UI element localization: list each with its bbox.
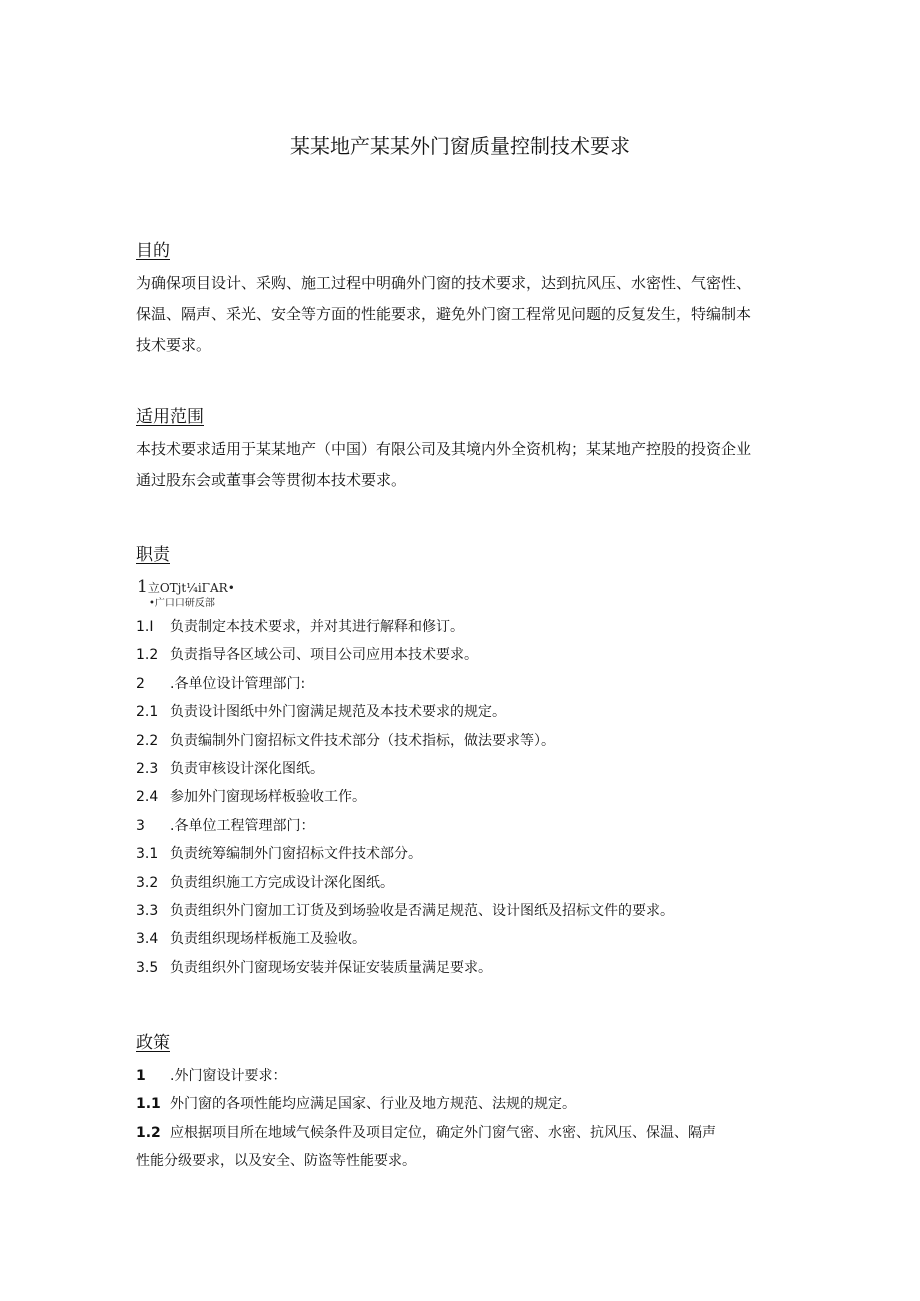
garbled-line: •广口口研反部 (149, 598, 215, 609)
item-text: 负责编制外门窗招标文件技术部分（技术指标，做法要求等）。 (170, 732, 555, 749)
item-text: 负责统筹编制外门窗招标文件技术部分。 (170, 846, 422, 863)
garbled-text-block (137, 577, 235, 611)
item-number: 1.2 (136, 647, 159, 664)
scope-line: 本技术要求适用于某某地产（中国）有限公司及其境内外全资机构；某某地产控股的投资企业 (136, 440, 752, 458)
item-number: 3 (136, 817, 145, 834)
scope-paragraph (136, 434, 786, 496)
list-item (136, 954, 816, 982)
list-item (136, 641, 816, 669)
list-item (136, 925, 816, 953)
item-number: 1.1 (136, 1096, 161, 1113)
item-number: 2.2 (136, 732, 159, 749)
purpose-paragraph (136, 268, 786, 361)
list-item (136, 840, 816, 868)
item-number: 2 (136, 675, 145, 692)
garbled-text: 立OTjt¼iΓAR• (147, 581, 235, 595)
heading-purpose: 目的 (136, 241, 170, 261)
list-item (136, 897, 816, 925)
item-number: 3.1 (136, 846, 159, 863)
list-item (136, 1062, 781, 1090)
heading-scope: 适用范围 (136, 407, 204, 427)
duties-list (136, 613, 816, 982)
policy-list (136, 1062, 781, 1176)
heading-policy: 政策 (136, 1033, 170, 1053)
list-item-continuation: 性能分级要求，以及安全、防盗等性能要求。 (136, 1153, 416, 1170)
item-text: 负责组织外门窗现场安装并保证安装质量满足要求。 (170, 959, 492, 976)
document-title: 某某地产某某外门窗质量控制技术要求 (290, 134, 630, 158)
garbled-number: 1 (137, 577, 148, 597)
list-item (136, 869, 816, 897)
item-number: 3.4 (136, 931, 159, 948)
item-text: 负责组织现场样板施工及验收。 (170, 931, 366, 948)
item-text: 应根据项目所在地域气候条件及项目定位，确定外门窗气密、水密、抗风压、保温、隔声 (170, 1124, 716, 1141)
item-text: .各单位工程管理部门： (170, 817, 315, 834)
item-number: 2.4 (136, 789, 159, 806)
item-number: 2.3 (136, 761, 159, 778)
list-item (136, 755, 816, 783)
item-text: 参加外门窗现场样板验收工作。 (170, 789, 366, 806)
item-text: 外门窗的各项性能均应满足国家、行业及地方规范、法规的规定。 (170, 1096, 576, 1113)
item-text: 负责指导各区域公司、项目公司应用本技术要求。 (170, 647, 478, 664)
purpose-line: 保温、隔声、采光、安全等方面的性能要求，避免外门窗工程常见问题的反复发生，特编制本 (136, 305, 752, 323)
list-item (136, 670, 816, 698)
list-item (136, 1119, 781, 1147)
list-item (136, 727, 816, 755)
item-text: 负责审核设计深化图纸。 (170, 761, 324, 778)
item-text: .外门窗设计要求： (170, 1068, 287, 1084)
purpose-line: 技术要求。 (136, 336, 212, 354)
list-item (136, 698, 816, 726)
item-text: .各单位设计管理部门: (170, 675, 306, 692)
item-number: 1.I (136, 619, 154, 635)
list-item (136, 613, 816, 641)
list-item (136, 1090, 781, 1118)
item-number: 2.1 (136, 704, 159, 721)
item-number: 3.2 (136, 874, 159, 891)
item-number: 3.5 (136, 959, 159, 976)
heading-duties: 职责 (136, 545, 170, 565)
purpose-line: 为确保项目设计、采购、施工过程中明确外门窗的技术要求，达到抗风压、水密性、气密性、 (136, 274, 752, 292)
garbled-line (137, 577, 235, 597)
item-number: 1 (136, 1068, 146, 1084)
list-item (136, 812, 816, 840)
item-text: 负责组织施工方完成设计深化图纸。 (170, 874, 394, 891)
scope-line: 通过股东会或董事会等贯彻本技术要求。 (136, 471, 407, 489)
item-number: 3.3 (136, 903, 159, 920)
list-item (136, 783, 816, 811)
item-text: 负责制定本技术要求，并对其进行解释和修订。 (170, 619, 464, 635)
item-number: 1.2 (136, 1124, 161, 1141)
item-text: 负责组织外门窗加工订货及到场验收是否满足规范、设计图纸及招标文件的要求。 (170, 903, 674, 920)
item-text: 负责设计图纸中外门窗满足规范及本技术要求的规定。 (170, 704, 506, 721)
